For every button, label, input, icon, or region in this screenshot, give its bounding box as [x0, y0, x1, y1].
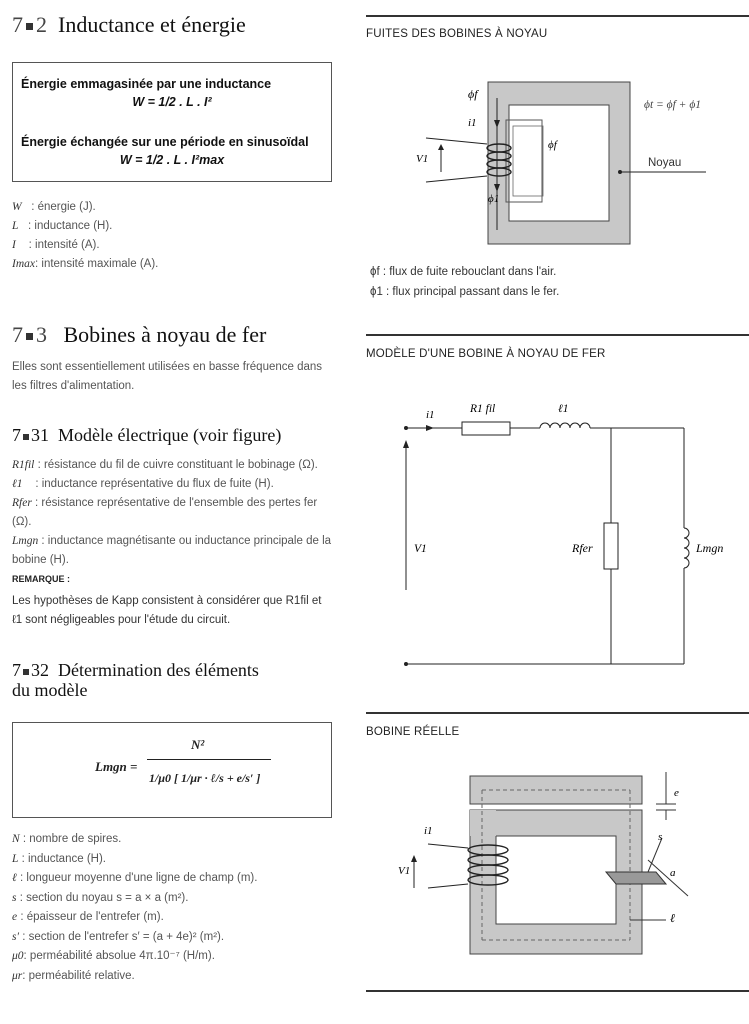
- e-label: e: [674, 787, 679, 799]
- formula-denominator: 1/μ0 [ 1/μr · ℓ/s + e/s′ ]: [149, 771, 261, 785]
- definition-line: s′ : section de l'entrefer s′ = (a + 4e)² (m²).: [12, 930, 225, 943]
- i1-label: i1: [426, 409, 435, 421]
- l-label: ℓ: [670, 911, 675, 925]
- energy-stored-label: Énergie emmagasinée par une inductance: [21, 77, 272, 91]
- caption-phi-1: ϕ1 : flux principal passant dans le fer.: [370, 286, 560, 298]
- definition-line: Rfer : résistance représentative de l'ensemble des pertes fer (Ω).: [12, 497, 318, 528]
- section-7-2-heading: 7 2 Inductance et énergie: [12, 12, 246, 37]
- section-7-3-heading: 7 3 Bobines à noyau de fer: [12, 322, 267, 347]
- iron-core-circuit: [366, 380, 749, 680]
- definition-line: ℓ : longueur moyenne d'une ligne de champ (m).: [12, 872, 258, 884]
- v1-label: V1: [416, 153, 429, 165]
- section-7-31-heading: 7 31 Modèle électrique (voir figure): [12, 425, 282, 445]
- formula-lhs: Lmgn =: [95, 759, 138, 774]
- definition-line: e : épaisseur de l'entrefer (m).: [12, 911, 164, 923]
- energy-definitions: [12, 198, 158, 274]
- v1-label: V1: [398, 865, 411, 877]
- caption-phi-f: ϕf : flux de fuite rebouclant dans l'air.: [370, 266, 557, 278]
- figure-2-title: MODÈLE D'UNE BOBINE À NOYAU DE FER: [366, 348, 606, 360]
- definition-line: ℓ1 : inductance représentative du flux de fuite (H).: [12, 478, 274, 490]
- l1-label: ℓ1: [558, 403, 569, 415]
- definition-line: μr: perméabilité relative.: [12, 969, 135, 982]
- section-7-3-intro: Elles sont essentiellement utilisées en basse fréquence dans les filtres d'alimentation.: [12, 361, 323, 392]
- divider: [366, 15, 749, 17]
- real-coil-diagram: [366, 760, 749, 990]
- formula-numerator: N²: [191, 737, 205, 752]
- remark-title: REMARQUE :: [12, 574, 70, 584]
- definition-line: L : inductance (H).: [12, 852, 106, 865]
- energy-exchanged-label: Énergie échangée sur une période en sinusoïdal: [21, 135, 309, 149]
- formula-definitions: [12, 830, 257, 986]
- lmgn-label: Lmgn: [696, 541, 724, 555]
- definition-line: s : section du noyau s = a × a (m²).: [12, 891, 189, 904]
- energy-stored-formula: W = 1/2 . L . I²: [132, 95, 212, 109]
- divider: [366, 334, 749, 336]
- definition-line: L : inductance (H).: [12, 220, 113, 232]
- i1-label: i1: [468, 117, 477, 129]
- definition-line: I : intensité (A).: [12, 239, 100, 251]
- rfer-label: Rfer: [572, 541, 593, 555]
- model-definitions: [12, 456, 334, 570]
- energy-formula-box: [12, 62, 332, 182]
- energy-exchanged-formula: W = 1/2 . L . I²max: [119, 153, 225, 167]
- figure-1-title: FUITES DES BOBINES À NOYAU: [366, 28, 548, 40]
- noyau-label: Noyau: [648, 157, 682, 169]
- definition-line: μ0: perméabilité absolue 4π.10⁻⁷ (H/m).: [12, 950, 215, 962]
- section-7-32-heading: 7 32 Détermination des éléments du modèle: [12, 660, 259, 700]
- divider: [366, 712, 749, 714]
- remark-text: Les hypothèses de Kapp consistent à considérer que R1fil et ℓ1 sont négligeables pour l'étude du circuit.: [12, 595, 322, 626]
- definition-line: N : nombre de spires.: [12, 833, 122, 845]
- a-label: a: [670, 867, 676, 879]
- fraction-bar: [147, 759, 271, 760]
- flux-equation: ϕt = ϕf + ϕ1: [644, 99, 702, 111]
- phi-f-label-top: ϕf: [468, 87, 478, 101]
- definition-line: R1fil : résistance du fil de cuivre constituant le bobinage (Ω).: [12, 459, 318, 471]
- phi-f-label-inner: ϕf: [548, 139, 557, 151]
- figure-3-title: BOBINE RÉELLE: [366, 726, 460, 738]
- lmgn-formula-box: [12, 722, 332, 818]
- divider: [366, 990, 749, 992]
- v1-label: V1: [414, 543, 427, 555]
- i1-label: i1: [424, 825, 433, 837]
- r1fil-label: R1 fil: [470, 403, 496, 415]
- s-label: s: [658, 831, 663, 843]
- definition-line: Lmgn : inductance magnétisante ou inductance principale de la bobine (H).: [12, 535, 332, 566]
- definition-line: W : énergie (J).: [12, 201, 96, 213]
- definition-line: Imax: intensité maximale (A).: [12, 258, 159, 270]
- phi-1-label: ϕ1: [488, 193, 500, 205]
- leakage-flux-diagram: [366, 50, 749, 260]
